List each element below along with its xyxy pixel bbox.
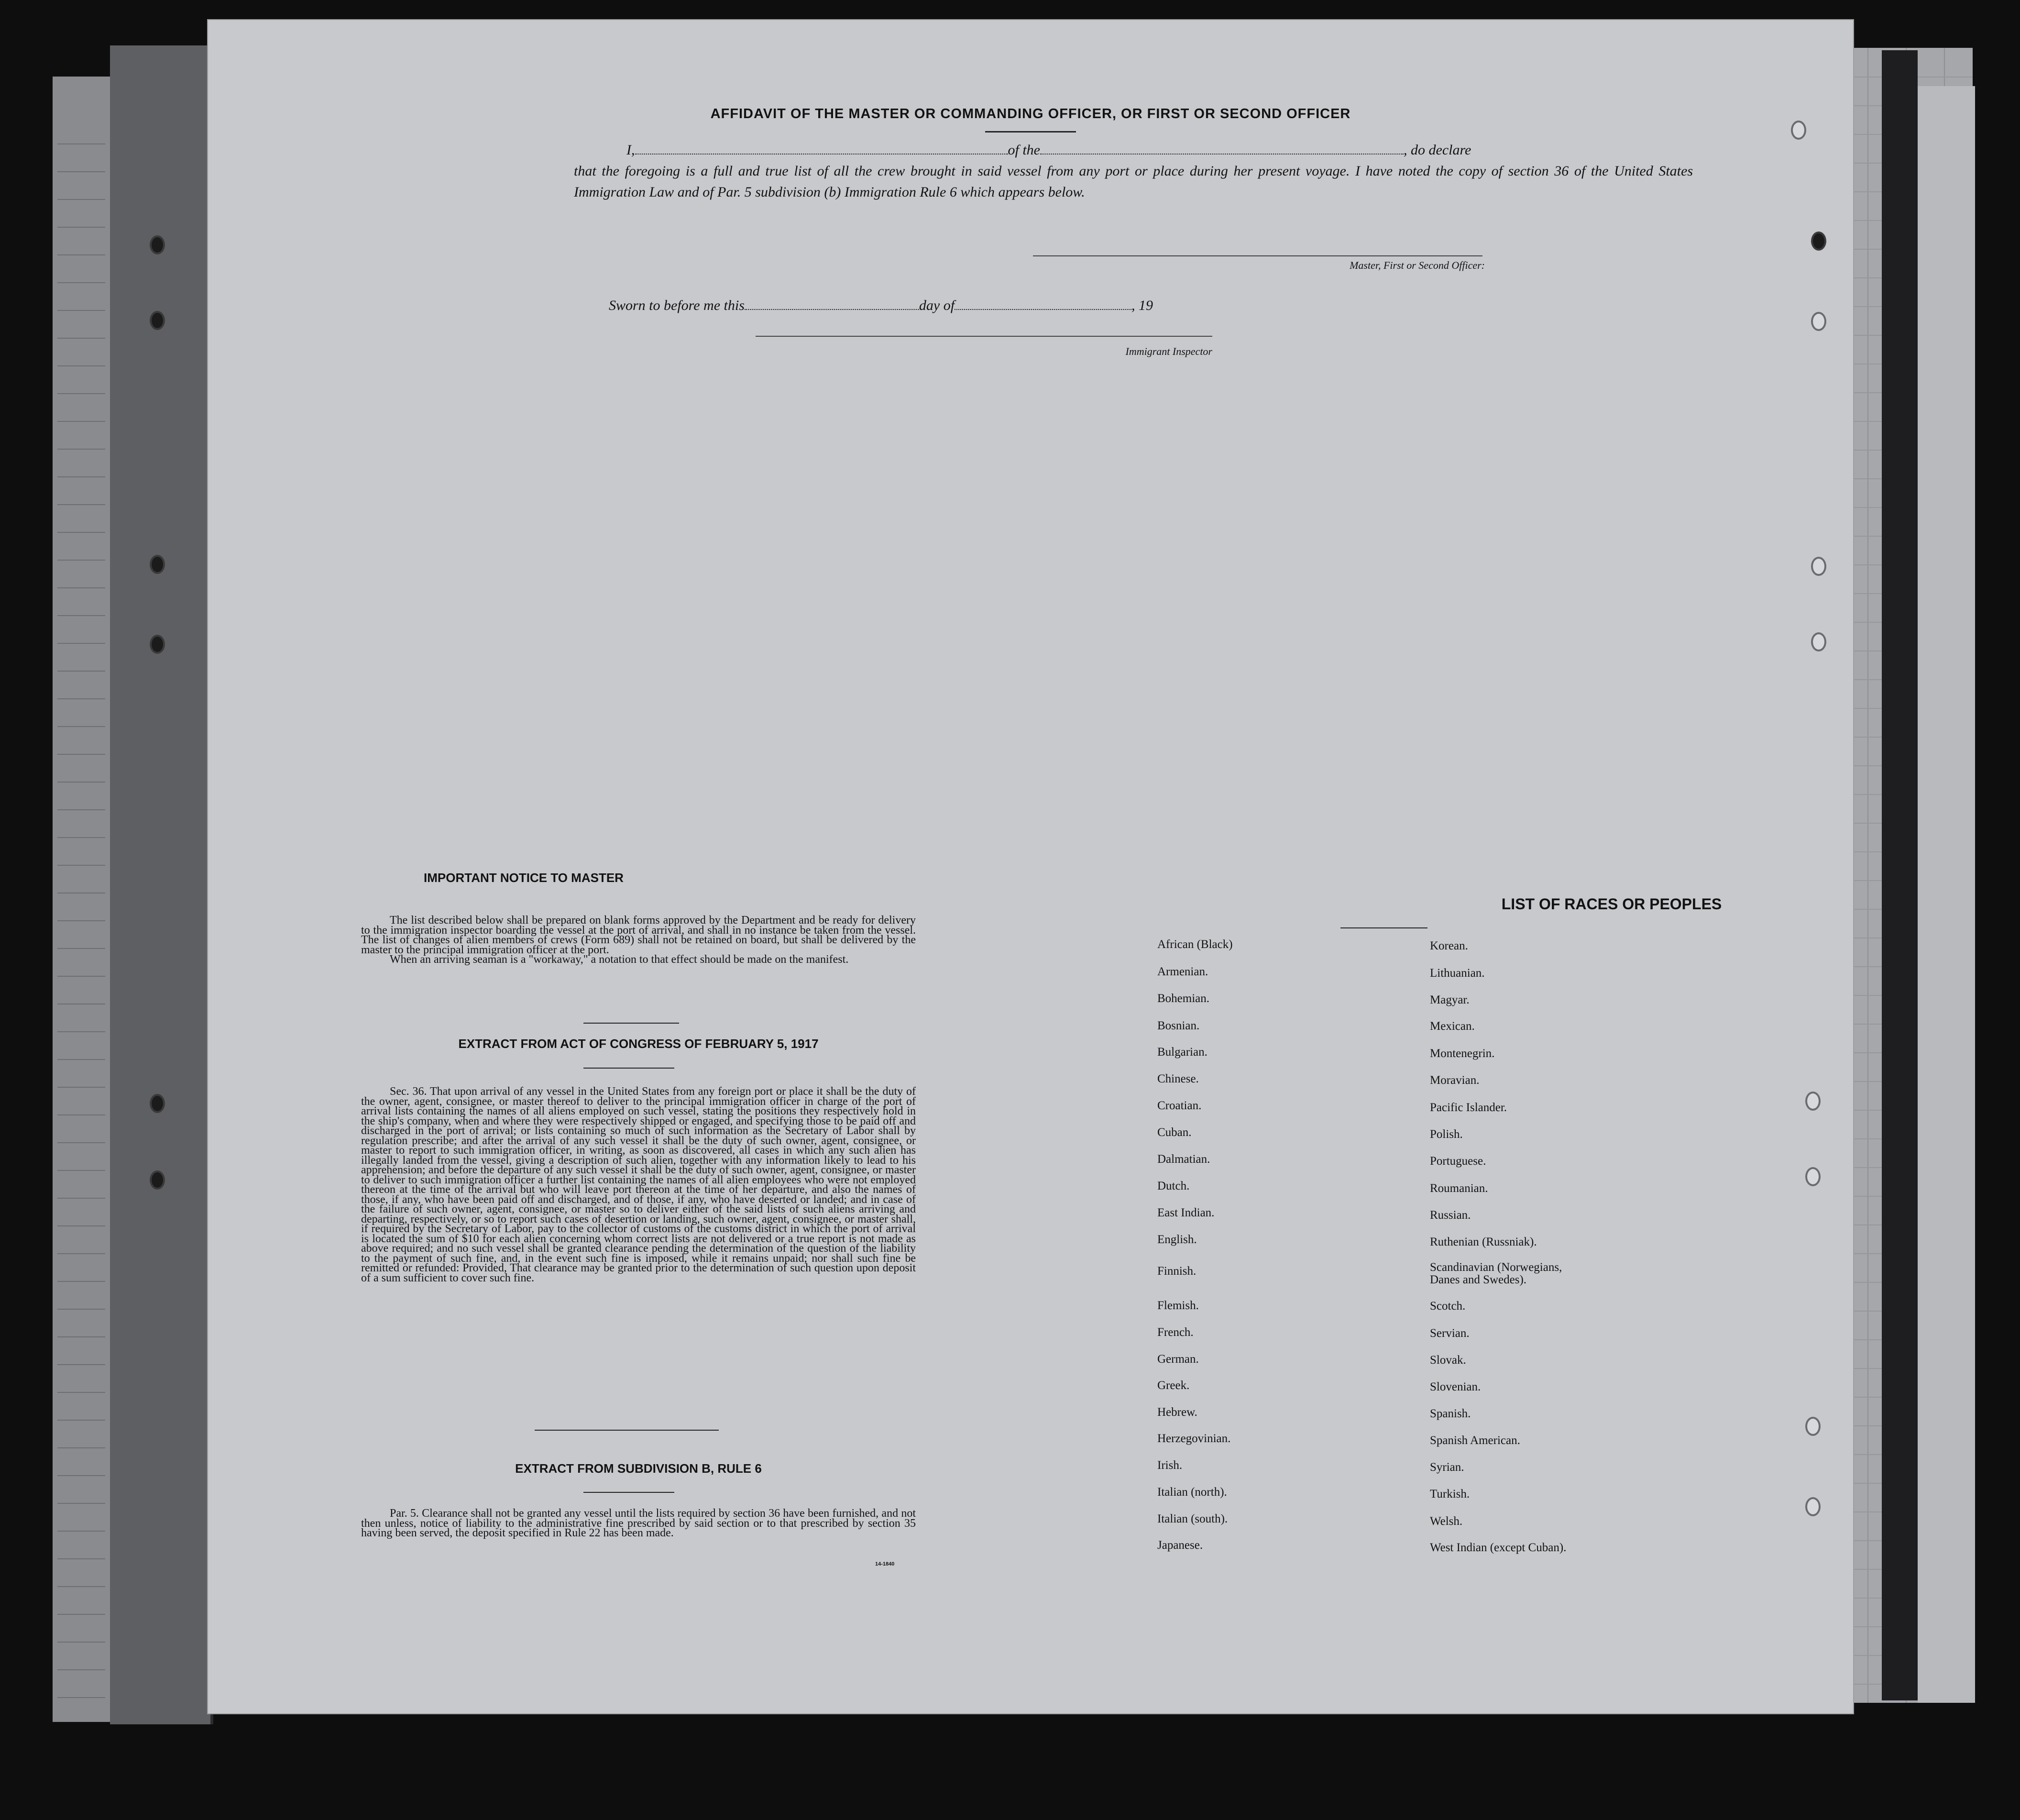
race-item: Slovak. — [1430, 1354, 1466, 1367]
sworn-year: , 19 — [1131, 298, 1153, 313]
strip-rule — [57, 671, 105, 672]
race-item: Scotch. — [1430, 1300, 1466, 1313]
race-item: Portuguese. — [1430, 1155, 1486, 1168]
strip-rule — [57, 199, 105, 200]
strip-rule — [57, 1475, 105, 1476]
strip-rule — [57, 1697, 105, 1698]
strip-rule — [57, 976, 105, 977]
race-item: Japanese. — [1157, 1539, 1203, 1552]
strip-rule — [57, 1059, 105, 1060]
race-item: Moravian. — [1430, 1074, 1480, 1087]
inspector-label: Immigrant Inspector — [1125, 345, 1212, 357]
race-item: Flemish. — [1157, 1299, 1199, 1312]
strip-rule — [57, 643, 105, 644]
races-title-rule — [1340, 927, 1427, 928]
section-rule — [583, 1492, 674, 1493]
race-item: Irish. — [1157, 1459, 1183, 1472]
affidavit-prefix: I, — [626, 142, 635, 158]
strip-rule — [57, 1392, 105, 1393]
race-item: Magyar. — [1430, 993, 1470, 1006]
strip-rule — [57, 560, 105, 561]
race-item: Dalmatian. — [1157, 1153, 1210, 1166]
name-blank[interactable] — [635, 141, 1008, 154]
vessel-blank[interactable] — [1040, 141, 1404, 154]
race-item: Dutch. — [1157, 1180, 1190, 1192]
notice-paragraph: The list described below shall be prepared on blank forms approved by the Department and be ready for delivery to the immigration inspector boarding the vessel at the port of arrival, and shall in no instance be taken from the vessel. The list of changes of alien members of crews (Form 689) shall not be retained on board, but shall be delivered by the master to the principal immigration officer at the port. — [361, 914, 916, 956]
right-shadow-edge — [1882, 50, 1918, 1700]
strip-rule — [57, 1364, 105, 1365]
strip-rule — [57, 338, 105, 339]
race-item: Bosnian. — [1157, 1019, 1200, 1032]
act-body — [361, 1087, 916, 1283]
race-item: Italian (south). — [1157, 1512, 1228, 1525]
race-item: English. — [1157, 1233, 1197, 1246]
rule-body — [361, 1509, 916, 1538]
section-rule — [535, 1430, 719, 1431]
strip-rule — [57, 615, 105, 616]
strip-rule — [57, 782, 105, 783]
strip-rule — [57, 1336, 105, 1337]
title-rule — [985, 131, 1076, 132]
act-title: EXTRACT FROM ACT OF CONGRESS OF FEBRUARY 5, 1917 — [458, 1037, 819, 1051]
punch-hole — [1805, 1167, 1821, 1186]
race-item: Hebrew. — [1157, 1406, 1197, 1419]
race-item: Bohemian. — [1157, 992, 1210, 1005]
form-number: 14-1840 — [875, 1561, 895, 1567]
strip-rule — [57, 476, 105, 477]
master-label: Master, First or Second Officer: — [1350, 259, 1485, 271]
strip-rule — [57, 421, 105, 422]
race-item: Korean. — [1430, 939, 1468, 952]
strip-rule — [57, 254, 105, 255]
strip-rule — [57, 1225, 105, 1226]
rule-paragraph: Par. 5. Clearance shall not be granted any vessel until the lists required by section 36 have been furnished, and not then unless, notice of liability to the administrative fine prescribed by said section or to that prescribed by section 35 having been served, the deposit specified in Rule 22 has been made. — [361, 1507, 916, 1539]
strip-rule — [57, 1558, 105, 1559]
race-item: Scandinavian (Norwegians, Danes and Swedes). — [1430, 1261, 1562, 1286]
notice-body — [361, 916, 916, 965]
strip-rule — [57, 1170, 105, 1171]
punch-hole — [1805, 1417, 1821, 1436]
race-item: French. — [1157, 1326, 1194, 1339]
punch-hole — [1811, 312, 1826, 331]
strip-rule — [57, 726, 105, 727]
race-item: Armenian. — [1157, 965, 1208, 978]
strip-rule — [57, 227, 105, 228]
race-item: Syrian. — [1430, 1461, 1464, 1474]
race-item: Servian. — [1430, 1327, 1470, 1340]
punch-hole — [1805, 1092, 1821, 1111]
sworn-month-blank[interactable] — [955, 297, 1131, 310]
strip-rule — [57, 1420, 105, 1421]
inspector-signature-line[interactable] — [756, 336, 1212, 337]
punch-hole — [1791, 121, 1806, 140]
race-item: Ruthenian (Russniak). — [1430, 1235, 1537, 1248]
act-paragraph: Sec. 36. That upon arrival of any vessel in the United States from any foreign port or place it shall be the duty of the owner, agent, consignee, or master thereof to deliver to the principal immigration officer in charge of the port of arrival lists containing the names of all aliens employed on such vessel, stating the positions they respectively hold in the ship's company, when and where they were respectively shipped or engaged, and specifying those to be paid off and discharged in the port of arrival; or lists containing so much of such information as the Secretary of Labor shall by regulation prescribe; and after the arrival of any such vessel it shall be the duty of such owner, agent, consignee, or master to report to such immigration officer, in writing, as soon as discovered, all cases in which any such alien has illegally landed from the vessel, giving a description of such alien, together with any information likely to lead to his apprehension; and before the departure of any such vessel it shall be the duty of such owner, agent, consignee, or master to deliver to such immigration officer a further list containing the names of all alien employees who were not employed thereon at the time of the arrival but who will leave port thereon at the time of her departure, and also the names of those, if any, who have been paid off and discharged, and of those, if any, who have deserted or landed; and in case of the failure of such owner, agent, consignee, or master so to deliver either of the said lists of such aliens arriving and departing, respectively, or so to report such cases of desertion or landing, such owner, agent, consignee, or master shall, if required by the Secretary of Labor, pay to the collector of customs of the customs district in which the port of arrival is located the sum of $10 for each alien concerning whom correct lists are not delivered or a true report is not made as above required; and no such vessel shall be granted clearance pending the determination of the question of the liability to the payment of such fine, and, in the event such fine is imposed, while it remains unpaid; nor shall such fine be remitted or refunded: Provided, That clearance may be granted prior to the determination of such question upon deposit of a sum sufficient to cover such fine. — [361, 1085, 916, 1284]
race-item: Italian (north). — [1157, 1486, 1227, 1499]
strip-rule — [57, 587, 105, 588]
strip-rule — [57, 393, 105, 394]
race-item: Roumanian. — [1430, 1182, 1488, 1195]
strip-rule — [57, 1309, 105, 1310]
punch-hole — [150, 635, 165, 654]
strip-rule — [57, 449, 105, 450]
race-item: African (Black) — [1157, 938, 1233, 951]
strip-rule — [57, 282, 105, 283]
sworn-day-of: day of — [919, 298, 955, 313]
race-item: German. — [1157, 1353, 1199, 1366]
race-item: Spanish American. — [1430, 1434, 1520, 1447]
strip-rule — [57, 1586, 105, 1587]
strip-rule — [57, 809, 105, 810]
strip-rule — [57, 143, 105, 144]
race-item: Lithuanian. — [1430, 967, 1485, 980]
notice-paragraph: When an arriving seaman is a "workaway," a notation to that effect should be made on the manifest. — [390, 953, 849, 966]
binder-edge — [110, 45, 213, 1724]
section-rule — [583, 1068, 674, 1069]
punch-hole — [150, 1170, 165, 1190]
strip-rule — [57, 365, 105, 366]
strip-rule — [57, 504, 105, 505]
race-item: East Indian. — [1157, 1206, 1215, 1219]
document-sheet — [208, 20, 1853, 1713]
strip-rule — [57, 1503, 105, 1504]
strip-rule — [57, 1614, 105, 1615]
strip-rule — [57, 171, 105, 172]
race-item: Polish. — [1430, 1128, 1463, 1141]
sworn-day-blank[interactable] — [745, 297, 919, 310]
affidavit-body — [574, 140, 1693, 203]
strip-rule — [57, 865, 105, 866]
races-title: LIST OF RACES OR PEOPLES — [1501, 895, 1722, 913]
punch-hole — [1811, 557, 1826, 576]
race-item: Russian. — [1430, 1209, 1471, 1222]
strip-rule — [57, 1447, 105, 1448]
affidavit-title: AFFIDAVIT OF THE MASTER OR COMMANDING OFFICER, OR FIRST OR SECOND OFFICER — [710, 106, 1351, 121]
punch-hole — [1805, 1497, 1821, 1516]
strip-rule — [57, 532, 105, 533]
affidavit-statement: that the foregoing is a full and true list of all the crew brought in said vessel from any port or place during her present voyage. I have noted the copy of section 36 of the United States Immigration Law and of Par. 5 subdivision (b) Immigration Rule 6 which appears below. — [574, 163, 1693, 200]
punch-hole — [150, 311, 165, 330]
punch-hole — [150, 235, 165, 254]
strip-rule — [57, 920, 105, 921]
affidavit-of-the: of the — [1008, 142, 1040, 158]
race-item: Cuban. — [1157, 1126, 1192, 1139]
right-page-lip — [1918, 86, 1975, 1703]
strip-rule — [57, 754, 105, 755]
sworn-line — [609, 297, 1153, 314]
strip-rule — [57, 1642, 105, 1643]
punch-hole — [1811, 632, 1826, 651]
section-rule — [583, 1023, 679, 1024]
strip-rule — [57, 837, 105, 838]
punch-hole — [150, 1094, 165, 1113]
affidavit-line-1 — [574, 140, 1693, 161]
master-signature-line[interactable] — [1033, 255, 1482, 256]
strip-rule — [57, 1281, 105, 1282]
race-item: Bulgarian. — [1157, 1046, 1208, 1059]
race-item: Greek. — [1157, 1379, 1190, 1392]
race-item: Mexican. — [1430, 1020, 1475, 1033]
race-item: Slovenian. — [1430, 1380, 1481, 1393]
race-item: West Indian (except Cuban). — [1430, 1541, 1567, 1554]
race-item: Herzegovinian. — [1157, 1432, 1231, 1445]
strip-rule — [57, 1087, 105, 1088]
strip-rule — [57, 1114, 105, 1115]
strip-rule — [57, 1253, 105, 1254]
strip-rule — [57, 948, 105, 949]
punch-hole — [1811, 232, 1826, 251]
strip-rule — [57, 1531, 105, 1532]
notice-title: IMPORTANT NOTICE TO MASTER — [424, 871, 624, 885]
race-item: Pacific Islander. — [1430, 1101, 1507, 1114]
rule-title: EXTRACT FROM SUBDIVISION B, RULE 6 — [515, 1461, 762, 1476]
strip-rule — [57, 698, 105, 699]
punch-hole — [150, 555, 165, 574]
race-item: Croatian. — [1157, 1099, 1202, 1112]
strip-rule — [57, 1031, 105, 1032]
strip-rule — [57, 310, 105, 311]
race-item: Turkish. — [1430, 1488, 1470, 1500]
race-item: Montenegrin. — [1430, 1047, 1495, 1060]
affidavit-declare: , do declare — [1404, 142, 1471, 158]
race-item: Chinese. — [1157, 1072, 1199, 1085]
strip-rule — [57, 1142, 105, 1143]
sworn-prefix: Sworn to before me this — [609, 298, 745, 313]
race-item: Welsh. — [1430, 1515, 1463, 1528]
left-page-strip — [53, 77, 112, 1722]
race-item: Finnish. — [1157, 1265, 1197, 1278]
strip-rule — [57, 1198, 105, 1199]
strip-rule — [57, 1669, 105, 1670]
race-item: Spanish. — [1430, 1407, 1471, 1420]
